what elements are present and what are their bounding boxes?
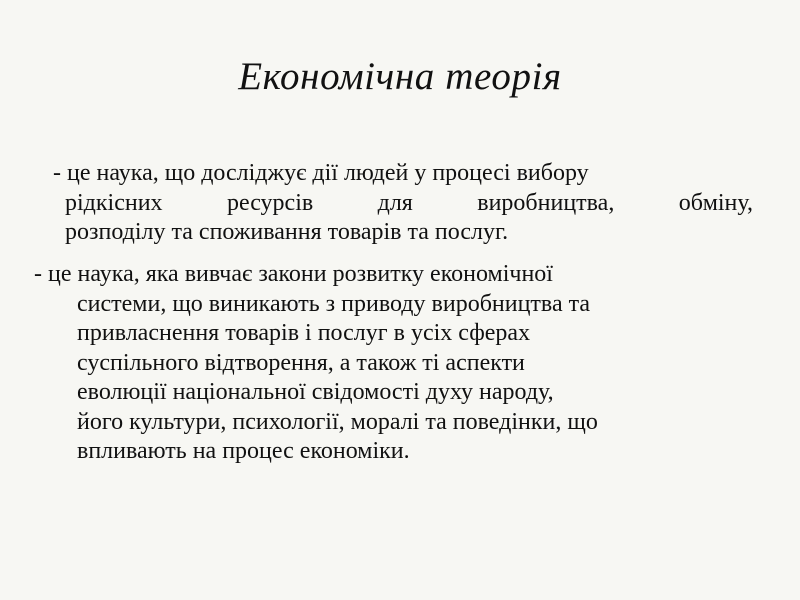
slide-title: Економічна теорія bbox=[238, 55, 562, 98]
definition-2-line: суспільного відтворення, а також ті аспекти bbox=[77, 349, 525, 376]
definition-2-line: системи, що виникають з приводу виробництва та bbox=[77, 290, 591, 317]
definition-1-line: - це наука, що досліджує дії людей у процесі вибору bbox=[53, 160, 589, 186]
definition-1-line: розподілу та споживання товарів та послуг. bbox=[65, 219, 509, 245]
definition-2 bbox=[34, 260, 753, 467]
definition-2-line: впливають на процес економіки. bbox=[77, 438, 410, 464]
definition-2-line: - це наука, яка вивчає закони розвитку економічної bbox=[34, 261, 553, 287]
definition-1 bbox=[53, 159, 753, 248]
definition-2-line: еволюції національної свідомості духу народу, bbox=[77, 379, 554, 405]
definition-2-line: його культури, психології, моралі та поведінки, що bbox=[77, 408, 598, 435]
definition-2-line: привласнення товарів і послуг в усіх сферах bbox=[77, 320, 531, 346]
definition-1-line: рідкісних ресурсів для виробництва, обміну, bbox=[65, 189, 753, 216]
